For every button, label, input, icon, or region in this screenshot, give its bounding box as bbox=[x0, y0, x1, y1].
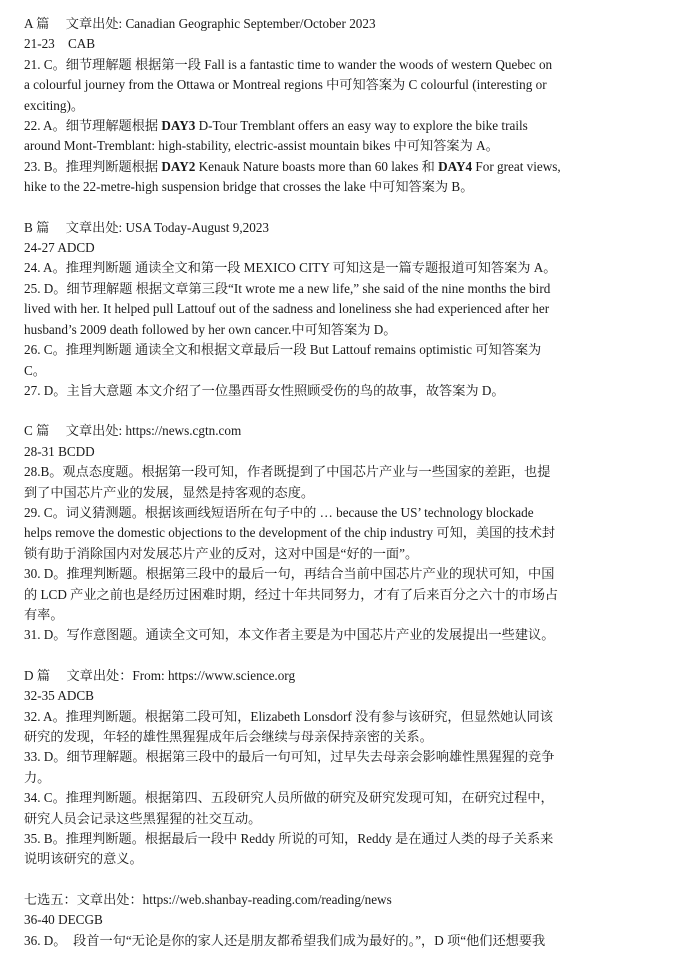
section-heading: D 篇 文章出处：From: https://www.science.org bbox=[24, 667, 296, 683]
explanation-line: hike to the 22-metre-high suspension bridge that crosses the lake 中可知答案为 B。 bbox=[24, 179, 474, 195]
answer-key: 36-40 DECGB bbox=[24, 912, 103, 928]
answer-key: 21-23 CAB bbox=[24, 36, 96, 52]
explanation-line: 29. C。词义猜测题。根据该画线短语所在句子中的 … because the US’ technology blockade bbox=[24, 504, 534, 520]
explanation-line: 的 LCD 产业之前也是经历过困难时期，经过十年共同努力，才有了后来百分之六十的市场占 bbox=[24, 586, 559, 602]
section-heading: B 篇 文章出处: USA Today-August 9,2023 bbox=[24, 219, 270, 235]
answer-key: 24-27 ADCD bbox=[24, 240, 95, 256]
answer-key: 28-31 BCDD bbox=[24, 443, 95, 459]
section-qxw bbox=[24, 890, 668, 951]
section-B bbox=[24, 218, 668, 402]
section-gap bbox=[24, 870, 668, 890]
section-C bbox=[24, 421, 668, 645]
explanation-line: 30. D。推理判断题。根据第三段中的最后一句，再结合当前中国芯片产业的现状可知，中国 bbox=[24, 566, 555, 582]
section-heading: 七选五：文章出处：https://web.shanbay-reading.com/reading/news bbox=[24, 891, 392, 907]
explanation-line: 有率。 bbox=[24, 606, 64, 622]
explanation-line: C。 bbox=[24, 362, 46, 378]
explanation-line: around Mont-Tremblant: high-stability, electric-assist mountain bikes 中可知答案为 A。 bbox=[24, 138, 499, 154]
explanation-line: 到了中国芯片产业的发展，显然是持客观的态度。 bbox=[24, 484, 315, 500]
explanation-line: 力。 bbox=[24, 769, 51, 785]
section-D bbox=[24, 666, 668, 870]
explanation-line: 33. D。细节理解题。根据第三段中的最后一句可知，过早失去母亲会影响雄性黑猩猩的竞争 bbox=[24, 749, 555, 765]
explanation-line: lived with her. It helped pull Lattouf out of the sadness and loneliness she had experienced after her bbox=[24, 301, 550, 317]
explanation-line: 27. D。主旨大意题 本文介绍了一位墨西哥女性照顾受伤的鸟的故事，故答案为 D。 bbox=[24, 382, 505, 398]
explanation-line: 28.B。观点态度题。根据第一段可知，作者既提到了中国芯片产业与一些国家的差距，也提 bbox=[24, 464, 551, 480]
section-gap bbox=[24, 401, 668, 421]
sections bbox=[24, 14, 668, 951]
section-gap bbox=[24, 646, 668, 666]
explanation-line: 36. D。 段首一句“无论是你的家人还是朋友都希望我们成为最好的。”，D 项“他们还想要我 bbox=[24, 932, 546, 948]
section-gap bbox=[24, 198, 668, 218]
explanation-line: 21. C。细节理解题 根据第一段 Fall is a fantastic time to wander the woods of western Quebec on bbox=[24, 56, 553, 72]
explanation-line: 32. A。推理判断题。根据第二段可知，Elizabeth Lonsdorf 没有参与该研究，但显然她认同该 bbox=[24, 708, 553, 724]
explanation-line: 说明该研究的意义。 bbox=[24, 851, 143, 867]
explanation-line: 23. B。推理判断题根据 DAY2 Kenauk Nature boasts more than 60 lakes 和 DAY4 For great views, bbox=[24, 158, 561, 174]
explanation-line: a colourful journey from the Ottawa or Montreal regions 中可知答案为 C colourful (interesting or bbox=[24, 77, 547, 93]
explanation-line: 26. C。推理判断题 通读全文和根据文章最后一段 But Lattouf remains optimistic 可知答案为 bbox=[24, 342, 542, 358]
explanation-line: 34. C。推理判断题。根据第四、五段研究人员所做的研究及研究发现可知，在研究过程中， bbox=[24, 790, 554, 806]
explanation-line: 研究的发现，年轻的雄性黑猩猩成年后会继续与母亲保持亲密的关系。 bbox=[24, 729, 433, 744]
explanation-line: 研究人员会记录这些黑猩猩的社交互动。 bbox=[24, 810, 262, 826]
explanation-line: helps remove the domestic objections to the development of the chip industry 可知，美国的技术封 bbox=[24, 525, 556, 541]
explanation-line: 35. B。推理判断题。根据最后一段中 Reddy 所说的可知，Reddy 是在通过人类的母子关系来 bbox=[24, 831, 554, 847]
explanation-line: 24. A。推理判断题 通读全文和第一段 MEXICO CITY 可知这是一篇专题报道可知答案为 A。 bbox=[24, 260, 557, 276]
explanation-line: 25. D。细节理解题 根据文章第三段“It wrote me a new life,” she said of the nine months the bird bbox=[24, 280, 551, 296]
section-A bbox=[24, 14, 668, 198]
section-heading: A 篇 文章出处: Canadian Geographic September/October 2023 bbox=[24, 16, 376, 31]
explanation-line: 31. D。写作意图题。通读全文可知，本文作者主要是为中国芯片产业的发展提出一些建议。 bbox=[24, 627, 555, 643]
answer-key: 32-35 ADCB bbox=[24, 688, 94, 704]
explanation-line: 锁有助于消除国内对发展芯片产业的反对，这对中国是“好的一面”。 bbox=[24, 545, 419, 561]
section-heading: C 篇 文章出处: https://news.cgtn.com bbox=[24, 423, 242, 439]
explanation-line: exciting)。 bbox=[24, 97, 85, 113]
explanation-line: husband’s 2009 death followed by her own cancer.中可知答案为 D。 bbox=[24, 321, 397, 337]
explanation-line: 22. A。细节理解题根据 DAY3 D-Tour Tremblant offers an easy way to explore the bike trails bbox=[24, 118, 528, 134]
